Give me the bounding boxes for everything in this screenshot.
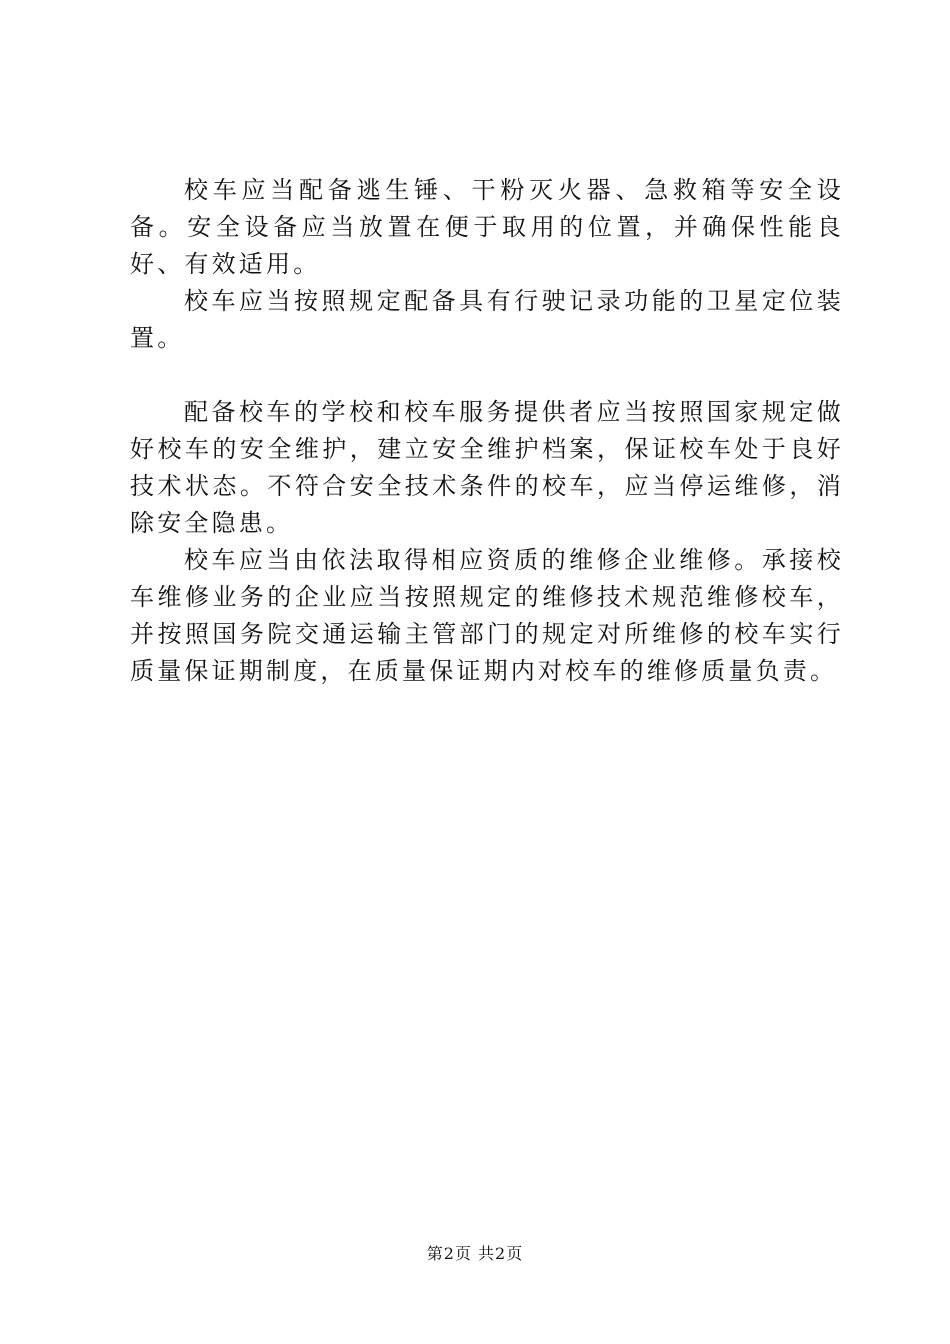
paragraph-safety-maintenance: 配备校车的学校和校车服务提供者应当按照国家规定做好校车的安全维护，建立安全维护档案，保证校车处于良好技术状态。不符合安全技术条件的校车，应当停运维修，消除安全隐患。 xyxy=(130,398,844,537)
paragraph-satellite-positioning: 校车应当按照规定配备具有行驶记录功能的卫星定位装置。 xyxy=(130,287,844,352)
paragraph-repair-enterprise: 校车应当由依法取得相应资质的维修企业维修。承接校车维修业务的企业应当按照规定的维修技术规范维修校车，并按照国务院交通运输主管部门的规定对所维修的校车实行质量保证期制度，在质量保证期内对校车的维修质量负责。 xyxy=(130,546,844,685)
page-number-footer: 第2页 共2页 xyxy=(426,1244,524,1263)
paragraph-safety-equipment: 校车应当配备逃生锤、干粉灭火器、急救箱等安全设备。安全设备应当放置在便于取用的位置，并确保性能良好、有效适用。 xyxy=(130,176,844,278)
document-body xyxy=(130,172,844,690)
